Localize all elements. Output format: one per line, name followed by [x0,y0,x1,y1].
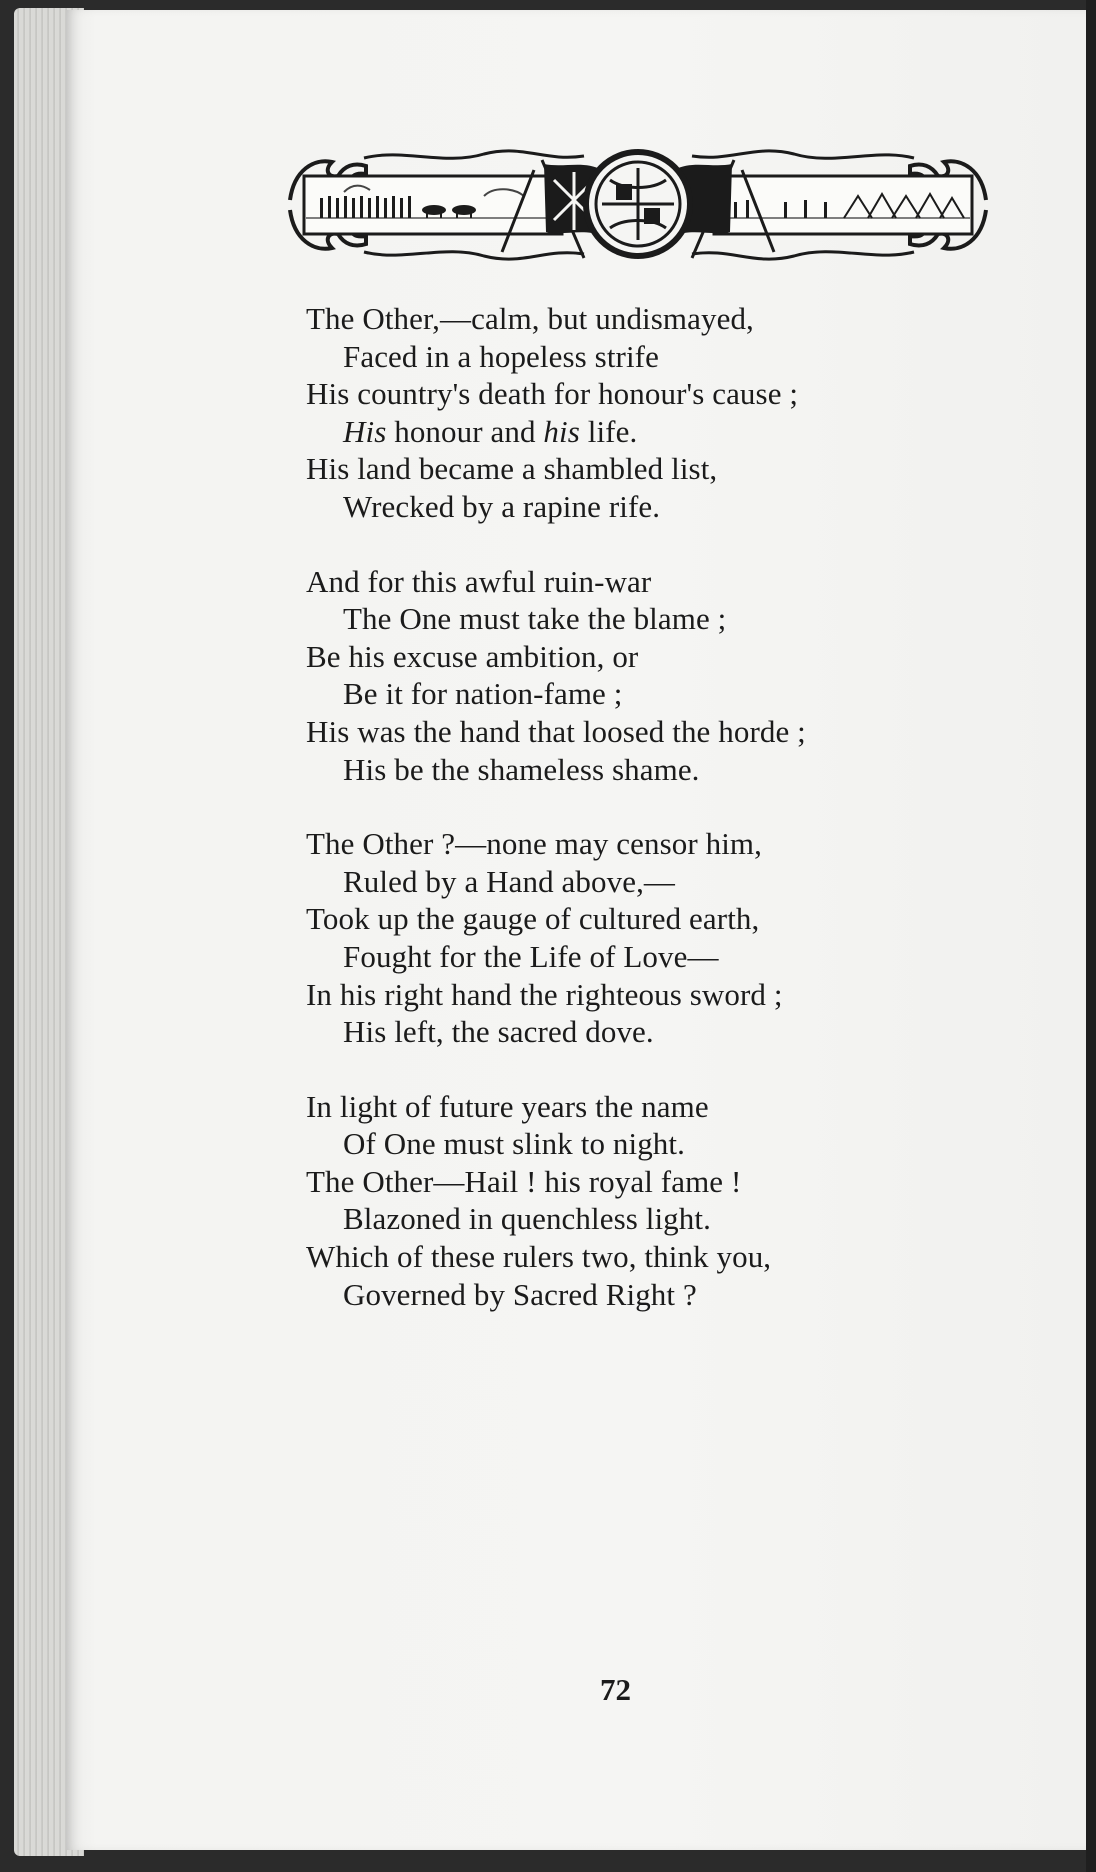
poem-line [306,300,946,338]
line-text: His be the shameless shame. [343,751,700,787]
line-text: Faced in a hopeless strife [343,338,659,374]
poem-line [306,1088,946,1126]
line-text: Of One must slink to night. [343,1126,685,1162]
poem-line [306,675,946,713]
poem [306,300,946,1350]
line-text: The Other ?—none may censor him, [306,826,762,862]
poem-line [306,825,946,863]
stanza [306,300,946,526]
line-text: The One must take the blame ; [343,601,727,637]
stanza [306,1088,946,1314]
line-text: In light of future years the name [306,1088,709,1124]
line-text: life. [579,413,638,449]
poem-line [306,900,946,938]
line-text: Wrecked by a rapine rife. [343,488,661,524]
poem-line [306,563,946,601]
stanza [306,563,946,789]
italic-text: his [543,413,580,449]
line-text: The Other,—calm, but undismayed, [306,301,754,336]
line-text: The Other—Hail ! his royal fame ! [306,1163,742,1199]
line-text: honour and [386,413,544,449]
poem-line [306,863,946,901]
illustrated-headpiece-icon [284,140,992,270]
scan-border [1086,0,1096,1872]
poem-line [306,450,946,488]
stanza [306,825,946,1051]
line-text: Blazoned in quenchless light. [343,1201,711,1237]
poem-line [306,976,946,1014]
poem-line [306,600,946,638]
line-text: In his right hand the righteous sword ; [306,976,783,1012]
poem-line [306,1238,946,1276]
line-text: And for this awful ruin-war [306,563,652,599]
line-text: His land became a shambled list, [306,451,718,487]
line-text: His country's death for honour's cause ; [306,376,799,412]
poem-line [306,638,946,676]
line-text: His left, the sacred dove. [343,1014,654,1050]
line-text: Fought for the Life of Love— [343,938,719,974]
poem-line [306,488,946,526]
poem-line [306,1200,946,1238]
line-text: Be his excuse ambition, or [306,638,639,674]
poem-line [306,713,946,751]
line-text: Which of these rulers two, think you, [306,1239,772,1275]
poem-line [306,1125,946,1163]
poem-line [306,1163,946,1201]
poem-line [306,938,946,976]
line-text: Ruled by a Hand above,— [343,863,676,899]
poem-line [306,1013,946,1051]
poem-line [306,338,946,376]
line-text: His was the hand that loosed the horde ; [306,713,806,749]
line-text: Governed by Sacred Right ? [343,1276,697,1312]
poem-line [306,1276,946,1314]
italic-text: His [343,413,387,449]
line-text: Be it for nation-fame ; [343,676,623,712]
poem-line [306,751,946,789]
poem-line [306,413,946,451]
page-number: 72 [600,1672,631,1707]
line-text: Took up the gauge of cultured earth, [306,901,760,937]
poem-line [306,375,946,413]
